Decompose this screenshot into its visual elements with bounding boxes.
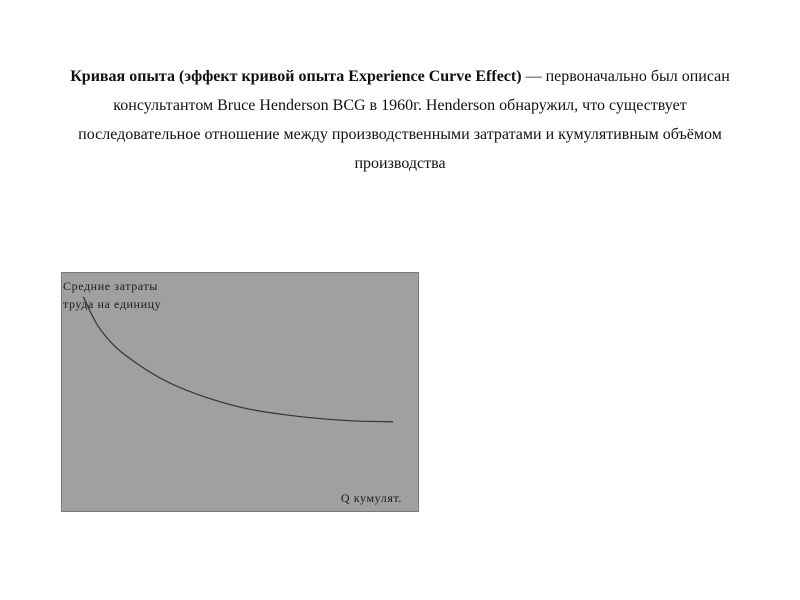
experience-curve-term: Кривая опыта (эффект кривой опыта Experience Curve Effect) (70, 68, 522, 85)
em-dash: — (521, 68, 546, 85)
y-axis-label (63, 277, 161, 313)
y-axis-label-line-2: труда на единицу (63, 297, 162, 311)
x-axis-label: Q кумулят. (340, 491, 402, 505)
experience-curve-description: первоначально был описан консультантом Bruce Henderson BCG в 1960г. Henderson обнаружил, что существует последовательное отношение между производственными затратами и кумулятивным объёмом производства (78, 68, 730, 172)
slide-paragraph (60, 62, 740, 178)
experience-curve-chart (61, 272, 419, 512)
experience-curve-line (83, 297, 393, 422)
y-axis-label-line-1: Средние затраты (63, 279, 158, 293)
